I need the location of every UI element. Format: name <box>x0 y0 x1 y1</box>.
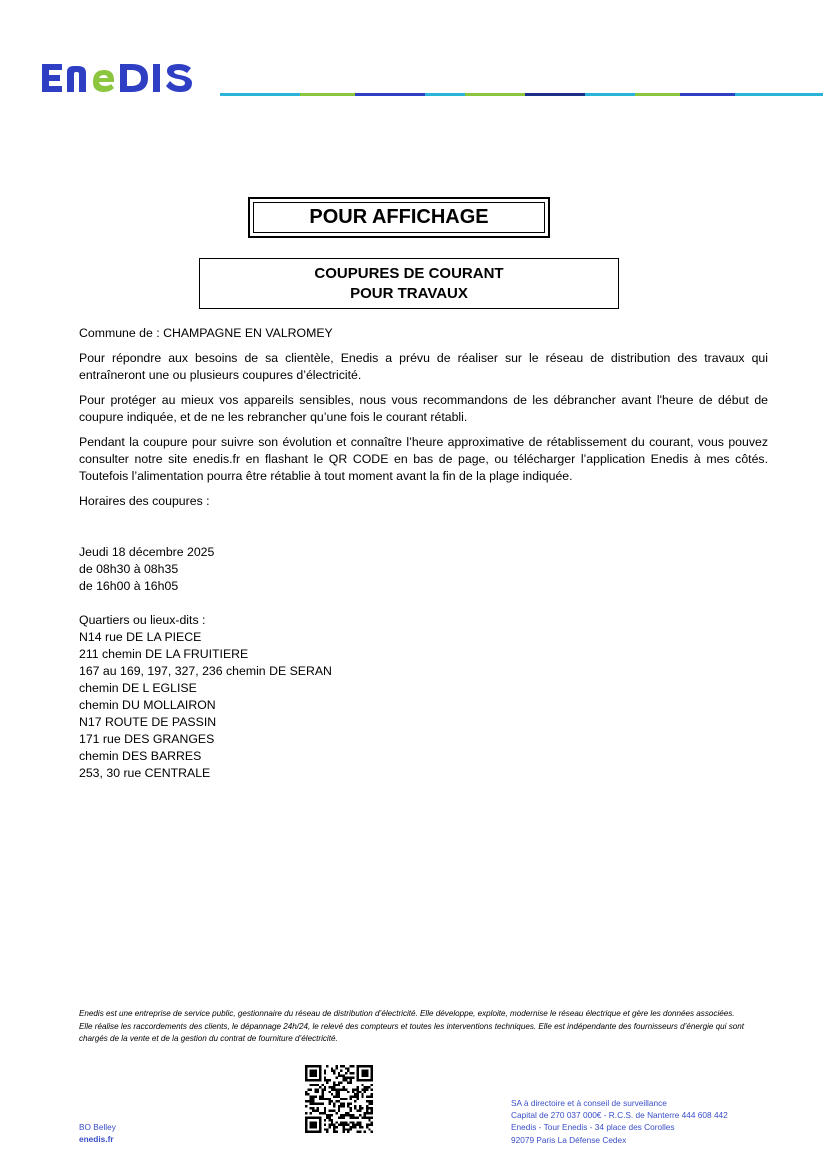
notice-title-line2: POUR TRAVAUX <box>350 284 468 302</box>
outage-date: Jeudi 18 décembre 2025 <box>79 545 215 559</box>
outage-slot: de 08h30 à 08h35 <box>79 562 179 576</box>
office-name: BO Belley <box>79 1122 116 1132</box>
legal-line: 92079 Paris La Défense Cedex <box>511 1134 627 1145</box>
paragraph-works: Pour répondre aux besoins de sa clientèle, Enedis a prévu de réaliser sur le réseau de distribution des travaux qui entraîneront une ou plusieurs coupures d’électricité. <box>79 351 768 382</box>
outage-slot: de 16h00 à 16h05 <box>79 579 179 593</box>
place-item: chemin DE L EGLISE <box>79 681 197 695</box>
place-item: 253, 30 rue CENTRALE <box>79 766 211 780</box>
place-item: N14 rue DE LA PIECE <box>79 630 202 644</box>
affichage-banner <box>248 197 550 238</box>
places-list <box>79 612 768 782</box>
enedis-logo <box>40 58 216 98</box>
place-item: 167 au 169, 197, 327, 236 chemin DE SERAN <box>79 664 332 678</box>
place-item: chemin DES BARRES <box>79 749 202 763</box>
place-item: N17 ROUTE DE PASSIN <box>79 715 217 729</box>
notice-title-box <box>199 258 619 309</box>
legal-line: SA à directoire et à conseil de surveillance <box>511 1098 667 1108</box>
notice-body <box>79 325 768 782</box>
footer-contact <box>79 1121 116 1145</box>
website-link[interactable]: enedis.fr <box>79 1134 114 1144</box>
place-item: 171 rue DES GRANGES <box>79 732 215 746</box>
commune-line: Commune de : CHAMPAGNE EN VALROMEY <box>79 326 333 340</box>
paragraph-protect: Pour protéger au mieux vos appareils sensibles, nous vous recommandons de les débrancher avant l'heure de début de coupure indiquée, et de ne les rebrancher qu’une fois le courant rétabli. <box>79 393 768 424</box>
legal-line: Enedis - Tour Enedis - 34 place des Corolles <box>511 1122 675 1133</box>
qr-code-icon[interactable] <box>305 1065 373 1133</box>
enedis-logo-icon <box>40 58 216 98</box>
footer-disclaimer: Enedis est une entreprise de service public, gestionnaire du réseau de distribution d’électricité. Elle développe, exploite, modernise le réseau électrique et gère les données associées. Elle réalise les raccordements des clients, le dépannage 24h/24, le relevé des compteurs et toutes les interventions techniques. Elle est indépendante des fournisseurs d’énergie qui sont chargés de la vente et de la gestion du contrat de fourniture d’électricité. <box>79 1009 744 1043</box>
paragraph-follow: Pendant la coupure pour suivre son évolution et connaître l’heure approximative de rétablissement du courant, vous pouvez consulter notre site enedis.fr en flashant le QR CODE en bas de page, ou télécharger l’application Enedis à mes côtés. Toutefois l’alimentation pourra être rétablie à tout moment avant la fin de la plage indiquée. <box>79 435 768 483</box>
legal-line: Capital de 270 037 000€ - R.C.S. de Nanterre 444 608 442 <box>511 1110 728 1121</box>
header-divider <box>220 93 823 96</box>
notice-title-line1: COUPURES DE COURANT <box>314 264 504 282</box>
horaires-label: Horaires des coupures : <box>79 494 210 508</box>
places-label: Quartiers ou lieux-dits : <box>79 613 206 627</box>
affichage-banner-text: POUR AFFICHAGE <box>253 202 545 233</box>
place-item: chemin DU MOLLAIRON <box>79 698 216 712</box>
place-item: 211 chemin DE LA FRUITIERE <box>79 647 249 661</box>
footer-legal <box>511 1097 728 1146</box>
schedule <box>79 544 768 595</box>
